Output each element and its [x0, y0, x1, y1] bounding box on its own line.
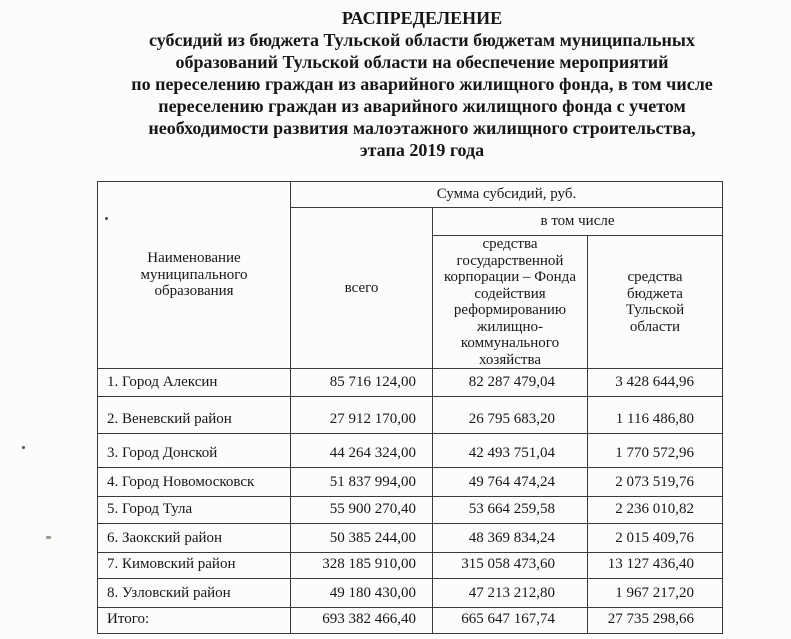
cell-region: 2 015 409,76 [588, 524, 723, 553]
cell-municipality: 7. Кимовский район [98, 553, 291, 579]
table-row [98, 434, 723, 468]
cell-total: 49 180 430,00 [291, 579, 433, 608]
table-row [98, 524, 723, 553]
cell-municipality: 1. Город Алексин [98, 369, 291, 397]
cell-region: 2 073 519,76 [588, 468, 723, 497]
cell-total: 27 912 170,00 [291, 397, 433, 434]
cell-total: 51 837 994,00 [291, 468, 433, 497]
cell-fund: 48 369 834,24 [433, 524, 588, 553]
title-line: необходимости развития малоэтажного жилищного строительства, [148, 118, 696, 138]
title-line: субсидий из бюджета Тульской области бюджетам муниципальных [149, 30, 695, 50]
scan-artifact [46, 536, 51, 539]
cell-total: 693 382 466,40 [291, 608, 433, 634]
header-including: в том числе [433, 208, 723, 236]
table-row [98, 369, 723, 397]
cell-fund: 315 058 473,60 [433, 553, 588, 579]
table-row-total [98, 608, 723, 634]
header-municipality: Наименование муниципального образования [98, 182, 291, 369]
cell-municipality: 8. Узловский район [98, 579, 291, 608]
title-line: образований Тульской области на обеспечение мероприятий [175, 52, 669, 72]
cell-municipality: 2. Веневский район [98, 397, 291, 434]
cell-total: 328 185 910,00 [291, 553, 433, 579]
table-row [98, 553, 723, 579]
cell-region: 1 967 217,20 [588, 579, 723, 608]
header-subsidy-sum: Сумма субсидий, руб. [291, 182, 723, 208]
cell-municipality: Итого: [98, 608, 291, 634]
scan-artifact [22, 446, 25, 449]
cell-total: 50 385 244,00 [291, 524, 433, 553]
cell-total: 85 716 124,00 [291, 369, 433, 397]
cell-fund: 49 764 474,24 [433, 468, 588, 497]
cell-region: 1 770 572,96 [588, 434, 723, 468]
header-fund-corporation: средства государственной корпорации – Фонда содействия реформированию жилищно-коммунального хозяйства [433, 236, 588, 369]
cell-fund: 665 647 167,74 [433, 608, 588, 634]
cell-fund: 82 287 479,04 [433, 369, 588, 397]
cell-municipality: 5. Город Тула [98, 497, 291, 524]
title-line: переселению граждан из аварийного жилищного фонда с учетом [158, 96, 686, 116]
subsidy-distribution-table [97, 181, 723, 634]
cell-region: 1 116 486,80 [588, 397, 723, 434]
cell-municipality: 6. Заокский район [98, 524, 291, 553]
table-row [98, 579, 723, 608]
header-region-budget: средства бюджета Тульской области [588, 236, 723, 369]
cell-region: 2 236 010,82 [588, 497, 723, 524]
table-row [98, 468, 723, 497]
cell-fund: 47 213 212,80 [433, 579, 588, 608]
scan-artifact [105, 217, 108, 220]
title-line: РАСПРЕДЕЛЕНИЕ [341, 8, 503, 28]
table-row [98, 497, 723, 524]
cell-region: 3 428 644,96 [588, 369, 723, 397]
cell-total: 44 264 324,00 [291, 434, 433, 468]
cell-total: 55 900 270,40 [291, 497, 433, 524]
title-line: этапа 2019 года [359, 140, 485, 160]
document-title [102, 7, 742, 161]
cell-fund: 42 493 751,04 [433, 434, 588, 468]
header-total: всего [291, 208, 433, 369]
cell-municipality: 4. Город Новомосковск [98, 468, 291, 497]
table-row [98, 397, 723, 434]
title-line: по переселению граждан из аварийного жилищного фонда, в том числе [131, 74, 713, 94]
cell-region: 27 735 298,66 [588, 608, 723, 634]
cell-fund: 53 664 259,58 [433, 497, 588, 524]
cell-fund: 26 795 683,20 [433, 397, 588, 434]
cell-region: 13 127 436,40 [588, 553, 723, 579]
cell-municipality: 3. Город Донской [98, 434, 291, 468]
